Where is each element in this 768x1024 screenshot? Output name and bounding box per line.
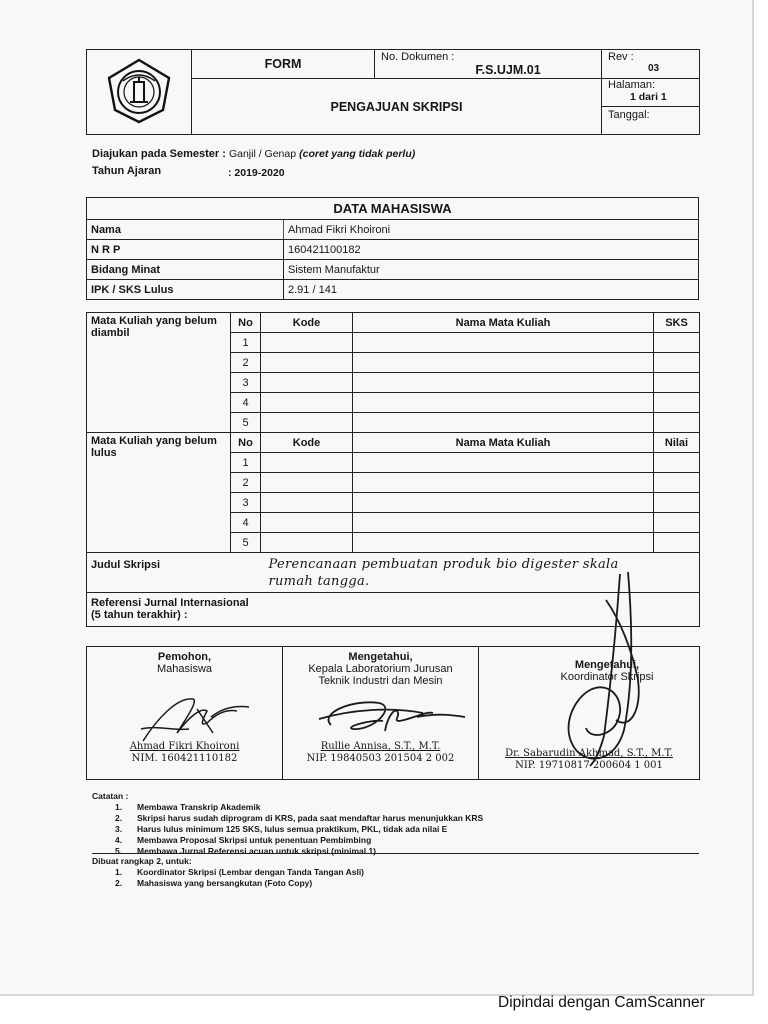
- grade-cell[interactable]: [654, 473, 700, 493]
- signature-name: Rullie Annisa, S.T., M.T.: [320, 741, 441, 752]
- student-field-label: Nama: [87, 220, 284, 240]
- course-name-cell[interactable]: [353, 333, 654, 353]
- col-header-no: No: [231, 433, 261, 453]
- signature-id: NIM. 160421110182: [131, 753, 238, 764]
- col-header-no: No: [231, 313, 261, 333]
- signature-block-lab-head: [283, 647, 479, 780]
- signature-role: Mahasiswa: [156, 663, 213, 675]
- code-cell[interactable]: [261, 513, 353, 533]
- course-name-cell[interactable]: [353, 413, 654, 433]
- row-number: 4: [231, 393, 261, 413]
- row-number: 3: [231, 373, 261, 393]
- row-number: 2: [231, 353, 261, 373]
- sks-cell[interactable]: [654, 373, 700, 393]
- col-header-code: Kode: [261, 433, 353, 453]
- row-number: 2: [231, 473, 261, 493]
- signature-role: Koordinator Skripsi: [560, 671, 654, 683]
- code-cell[interactable]: [261, 473, 353, 493]
- student-field-value: 160421100182: [284, 240, 699, 260]
- note-item: 5. Membawa Jurnal Referensi acuan untuk skripsi (minimal 1): [115, 846, 377, 856]
- doc-no-value: F.S.UJM.01: [475, 63, 541, 77]
- code-cell[interactable]: [261, 533, 353, 553]
- signature-title: Mengetahui,: [574, 659, 640, 671]
- student-field-label: IPK / SKS Lulus: [87, 280, 284, 300]
- grade-cell[interactable]: [654, 493, 700, 513]
- signature-name: Ahmad Fikri Khoironi: [129, 741, 240, 752]
- grade-cell[interactable]: [654, 533, 700, 553]
- signature-role: Kepala Laboratorium Jurusan: [308, 663, 453, 675]
- note-item: 2. Skripsi harus sudah diprogram di KRS, pada saat mendaftar harus menunjukkan KRS: [115, 813, 484, 823]
- course-name-cell[interactable]: [353, 373, 654, 393]
- sks-cell[interactable]: [654, 413, 700, 433]
- semester-line: [92, 148, 415, 160]
- student-row: [87, 220, 699, 240]
- notes-title: Catatan :: [92, 791, 129, 801]
- signature-title: Pemohon,: [157, 651, 212, 663]
- applicant-signature-icon: [137, 689, 257, 749]
- student-data-title: DATA MAHASISWA: [87, 198, 699, 220]
- university-logo: [87, 50, 192, 135]
- courses-not-passed-label: Mata Kuliah yang belum lulus: [87, 433, 231, 553]
- code-cell[interactable]: [261, 333, 353, 353]
- journal-label-line2: (5 tahun terakhir) :: [91, 609, 188, 621]
- sks-cell[interactable]: [654, 333, 700, 353]
- col-header-grade: Nilai: [654, 433, 700, 453]
- course-name-cell[interactable]: [353, 533, 654, 553]
- student-field-value: Ahmad Fikri Khoironi: [284, 220, 699, 240]
- form-title: PENGAJUAN SKRIPSI: [192, 79, 602, 135]
- signature-id: NIP. 19840503 201504 2 002: [306, 753, 455, 764]
- date-label: Tanggal:: [608, 109, 650, 121]
- grade-cell[interactable]: [654, 453, 700, 473]
- signature-role-2: Teknik Industri dan Mesin: [318, 675, 443, 687]
- student-row: [87, 240, 699, 260]
- coordinator-signature-icon: [520, 560, 680, 780]
- thesis-title-line1: Perencanaan pembuatan produk bio digester skala: [268, 556, 619, 572]
- student-data-table: [86, 197, 699, 300]
- course-name-cell[interactable]: [353, 353, 654, 373]
- thesis-title-label: Judul Skripsi: [87, 553, 261, 593]
- revision-cell: [602, 50, 700, 79]
- col-header-sks: SKS: [654, 313, 700, 333]
- copies-item: 1. Koordinator Skripsi (Lembar dengan Tanda Tangan Asli): [115, 867, 365, 877]
- doc-no-label: No. Dokumen :: [381, 51, 455, 63]
- semester-label: Diajukan pada Semester :: [92, 148, 226, 160]
- signature-title: Mengetahui,: [348, 651, 413, 663]
- row-number: 4: [231, 513, 261, 533]
- camscanner-watermark: Dipindai dengan CamScanner: [498, 994, 705, 1011]
- code-cell[interactable]: [261, 353, 353, 373]
- semester-note: (coret yang tidak perlu): [299, 148, 416, 160]
- copies-item: 2. Mahasiswa yang bersangkutan (Foto Copy): [115, 878, 313, 888]
- course-name-cell[interactable]: [353, 493, 654, 513]
- col-header-course-name: Nama Mata Kuliah: [353, 313, 654, 333]
- student-row: [87, 260, 699, 280]
- courses-not-taken-label: Mata Kuliah yang belum diambil: [87, 313, 231, 433]
- lab-head-signature-icon: [313, 691, 473, 743]
- document-number-cell: [375, 50, 602, 79]
- thesis-title-line2: rumah tangga.: [268, 573, 370, 589]
- grade-cell[interactable]: [654, 513, 700, 533]
- row-number: 5: [231, 533, 261, 553]
- row-number: 5: [231, 413, 261, 433]
- course-name-cell[interactable]: [353, 453, 654, 473]
- course-name-cell[interactable]: [353, 393, 654, 413]
- col-header-code: Kode: [261, 313, 353, 333]
- copies-title: Dibuat rangkap 2, untuk:: [92, 856, 192, 866]
- signature-block-applicant: [87, 647, 283, 780]
- sks-cell[interactable]: [654, 393, 700, 413]
- note-item: 1. Membawa Transkrip Akademik: [115, 802, 261, 812]
- journal-reference-label: [87, 593, 261, 627]
- student-field-label: Bidang Minat: [87, 260, 284, 280]
- page-value: 1 dari 1: [630, 91, 667, 103]
- course-name-cell[interactable]: [353, 513, 654, 533]
- form-label: FORM: [192, 50, 375, 79]
- notes-divider: [92, 853, 699, 854]
- student-field-label: N R P: [87, 240, 284, 260]
- student-field-value: 2.91 / 141: [284, 280, 699, 300]
- copies-section: [92, 856, 364, 889]
- year-value: : 2019-2020: [228, 167, 285, 179]
- rev-label: Rev :: [608, 51, 634, 63]
- university-seal-icon: [103, 57, 175, 125]
- col-header-course-name: Nama Mata Kuliah: [353, 433, 654, 453]
- note-item: 4. Membawa Proposal Skripsi untuk penentuan Pembimbing: [115, 835, 372, 845]
- notes-section: [92, 791, 483, 857]
- form-header: [86, 49, 700, 135]
- signature-name: Dr. Sabarudin Akhmad, S.T., M.T.: [505, 748, 673, 759]
- row-number: 1: [231, 453, 261, 473]
- row-number: 1: [231, 333, 261, 353]
- row-number: 3: [231, 493, 261, 513]
- sks-cell[interactable]: [654, 353, 700, 373]
- semester-value: Ganjil / Genap: [228, 148, 297, 160]
- code-cell[interactable]: [261, 373, 353, 393]
- journal-label-line1: Referensi Jurnal Internasional: [91, 597, 249, 609]
- note-item: 3. Harus lulus minimum 125 SKS, lulus semua praktikum, PKL, tidak ada nilai E: [115, 824, 448, 834]
- code-cell[interactable]: [261, 393, 353, 413]
- signature-id: NIP. 19710817 200604 1 001: [515, 760, 663, 771]
- code-cell[interactable]: [261, 493, 353, 513]
- year-label: Tahun Ajaran: [92, 165, 162, 177]
- course-name-cell[interactable]: [353, 473, 654, 493]
- page-label: Halaman:: [608, 79, 656, 91]
- student-field-value: Sistem Manufaktur: [284, 260, 699, 280]
- page-date-cell: [602, 79, 700, 135]
- rev-value: 03: [648, 63, 660, 74]
- code-cell[interactable]: [261, 453, 353, 473]
- student-row: [87, 280, 699, 300]
- code-cell[interactable]: [261, 413, 353, 433]
